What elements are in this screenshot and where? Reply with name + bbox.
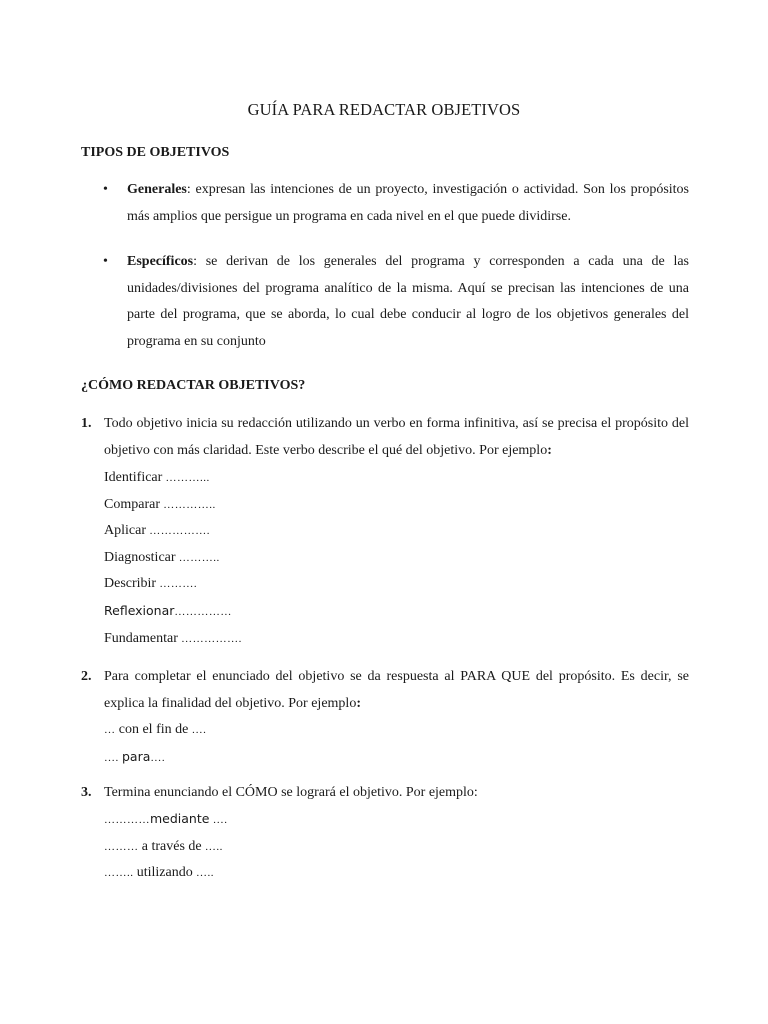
example-list-2: [104, 717, 206, 771]
example-list-3: [104, 806, 227, 887]
item-number: 3.: [81, 785, 92, 800]
example-line: …. para….: [104, 748, 166, 764]
numbered-item-2: [81, 664, 689, 717]
item-text: Termina enunciando el CÓMO se logrará el objetivo. Por ejemplo:: [104, 785, 478, 800]
bullet-generales: [103, 177, 689, 230]
item-text: Todo objetivo inicia su redacción utilizando un verbo en forma infinitiva, así se precisa el propósito del objetivo con más claridad. Este verbo describe el qué del objetivo. Por ejemplo: [104, 416, 689, 458]
item-colon: :: [356, 695, 361, 711]
example-line: Identificar ………...: [104, 470, 210, 485]
numbered-item-1: [81, 411, 689, 464]
example-line: Fundamentar …………….: [104, 630, 242, 646]
example-list-1: [104, 465, 242, 652]
section-heading-tipos: TIPOS DE OBJETIVOS: [81, 145, 230, 160]
bullet-icon: •: [103, 182, 108, 197]
bullet-text: : se derivan de los generales del programa y corresponden a cada una de las unidades/divisiones del programa analítico de la misma. Aquí se precisan las intenciones de una parte del programa, que se aborda, lo cual debe conducir al logro de los objetivos generales del programa en su conjunto: [127, 254, 689, 349]
example-line: …………mediante ….: [104, 811, 228, 826]
example-line: ……… a través de …..: [104, 838, 223, 854]
example-line: … con el fin de ….: [104, 722, 207, 737]
bullet-especificos: [103, 249, 689, 355]
section-heading-como: ¿CÓMO REDACTAR OBJETIVOS?: [81, 378, 306, 393]
bullet-term: Específicos: [127, 254, 194, 269]
example-line: Aplicar …………….: [104, 523, 210, 539]
bullet-icon: •: [103, 254, 108, 269]
page-title: GUÍA PARA REDACTAR OBJETIVOS: [247, 100, 521, 119]
numbered-item-3: [81, 780, 689, 807]
item-colon: :: [547, 442, 552, 458]
example-line: Diagnosticar ………..: [104, 549, 220, 565]
item-number: 1.: [81, 416, 92, 431]
example-line: …….. utilizando …..: [104, 865, 214, 881]
item-text: Para completar el enunciado del objetivo se da respuesta al PARA QUE del propósito. Es decir, se explica la finalidad del objetivo. Por ejemplo: [104, 669, 689, 711]
bullet-text: : expresan las intenciones de un proyecto, investigación o actividad. Son los propósitos más amplios que persigue un programa en cada nivel en el que puede dividirse.: [127, 182, 689, 224]
example-line: Reflexionar……………: [104, 602, 232, 618]
item-number: 2.: [81, 669, 92, 684]
example-line: Describir ……….: [104, 576, 198, 592]
example-line: Comparar …………..: [104, 496, 216, 512]
bullet-term: Generales: [127, 182, 187, 197]
